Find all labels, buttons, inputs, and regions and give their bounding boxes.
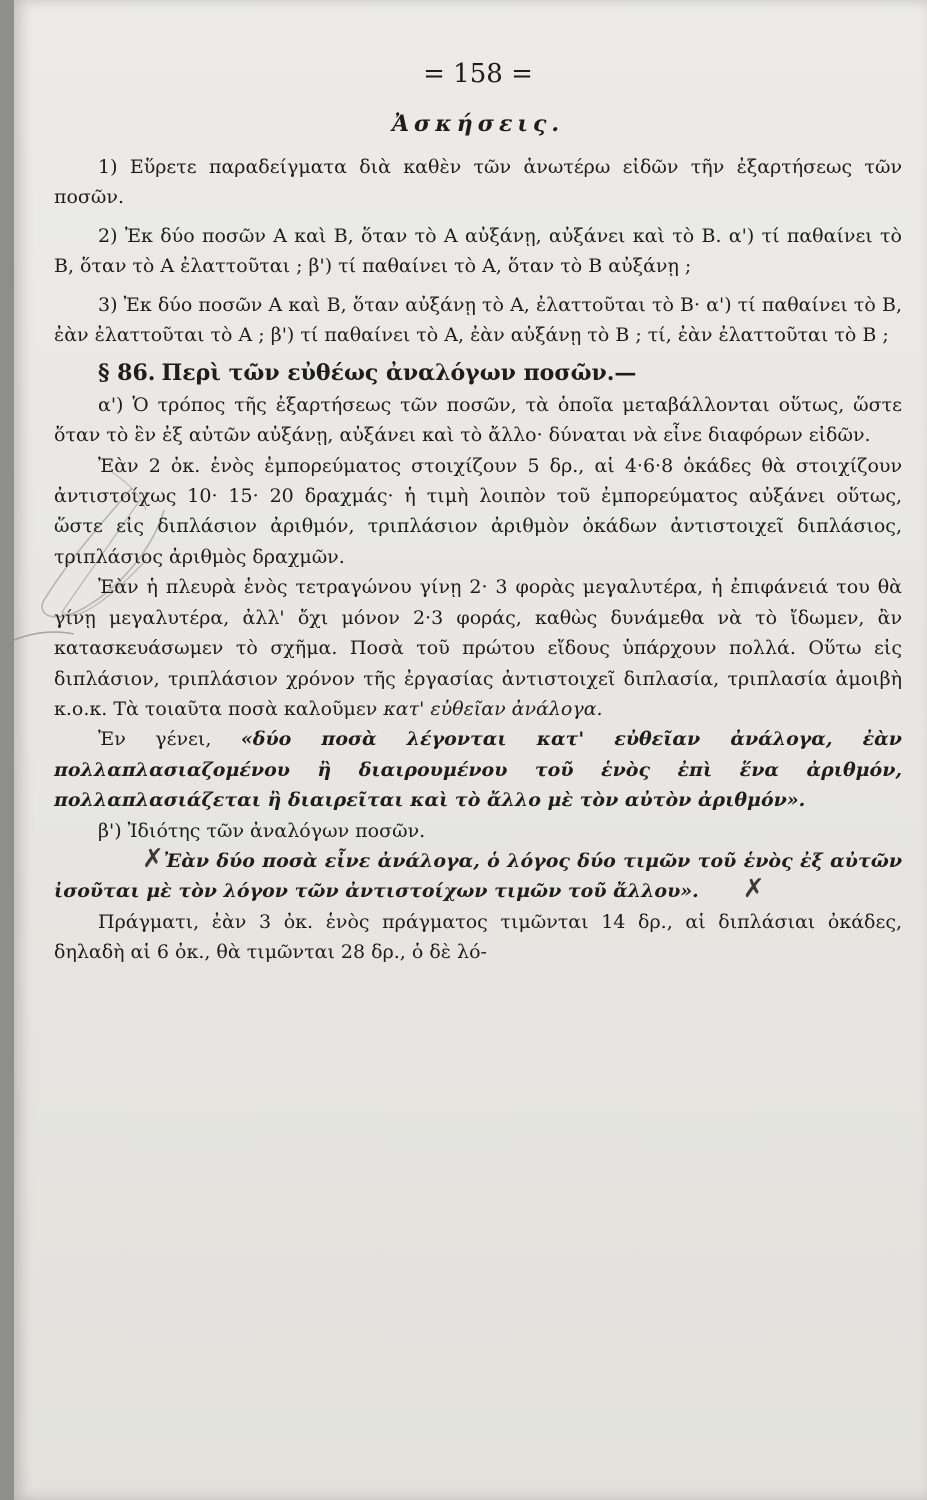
pencil-x-mark-left: ✗ [142,843,164,874]
section-title: Περὶ τῶν εὐθέως ἀναλόγων ποσῶν.— [161,360,637,387]
paragraph-property [54,843,902,907]
property-text: Ἐὰν δύο ποσὰ εἶνε ἀνάλογα, ὁ λόγος δύο τιμῶν τοῦ ἑνὸς ἐξ αὐτῶν ἰσοῦται μὲ τὸν λόγον τῶν ἀντιστοίχων τιμῶν τοῦ ἄλλου». [54,849,902,903]
exercise-1: 1) Εὕρετε παραδείγματα διὰ καθὲν τῶν ἀνωτέρω εἰδῶν τῆν ἐξαρτήσεως τῶν ποσῶν. [54,156,902,209]
paragraph-square-text: Ἐὰν ἡ πλευρὰ ἑνὸς τετραγώνου γίνῃ 2· 3 φορὰς μεγαλυτέρα, ἡ ἐπιφάνειά του θὰ γίνῃ μεγαλυτέρα, ἀλλ' ὄχι μόνον 2·3 φοράς, καθὼς δυνάμεθα νὰ τὸ ἴδωμεν, ἂν κατασκευάσωμεν τὸ σχῆμα. Ποσὰ τοῦ πρώτου εἴδους ὑπάρχουν πολλά. Οὕτω εἰς διπλάσιον, τριπλάσιον χρόνον τῆς ἐργασίας ἀντιστοιχεῖ διπλασία, τριπλασία ἀμοιβὴ κ.ο.κ. Τὰ τοιαῦτα ποσὰ καλοῦμεν [54,576,902,720]
exercise-2: 2) Ἐκ δύο ποσῶν Α καὶ Β, ὅταν τὸ Α αὐξάνῃ, αὐξάνει καὶ τὸ Β. α') τί παθαίνει τὸ Β, ὅταν τὸ Α ἐλαττοῦται ; β') τί παθαίνει τὸ Α, ὅταν τὸ Β αὐξάνῃ ; [54,224,902,278]
paragraph-merchandise-example: Ἐὰν 2 ὀκ. ἑνὸς ἐμπορεύματος στοιχίζουν 5 δρ., αἱ 4·6·8 ὀκάδες θὰ στοιχίζουν ἀντιστοίχως 10· 15· 20 δραχμάς· ἡ τιμὴ λοιπὸν τοῦ ἐμπορεύματος αὐξάνει οὕτως, ὥστε εἰς διπλάσιον ἀριθμόν, τριπλάσιον ἀριθμὸν ὀκάδων ἀντιστοιχεῖ διπλάσιος, τριπλάσιος ἀριθμὸς δραχμῶν. [54,454,902,568]
paragraph-square-example [54,572,902,724]
book-page [14,0,927,1500]
definition-text: «δύο ποσὰ λέγονται κατ' εὐθεῖαν ἀνάλογα, ἐὰν πολλαπλασιαζομένου ἢ διαιρουμένου τοῦ ἑνὸς ἐπὶ ἕνα ἀριθμόν, πολλαπλασιάζεται ἢ διαιρεῖται καὶ τὸ ἄλλο μὲ τὸν αὐτὸν ἀριθμόν». [54,728,902,812]
paragraph-dependence: α') Ὁ τρόπος τῆς ἐξαρτήσεως τῶν ποσῶν, τὰ ὁποῖα μεταβάλλονται οὕτως, ὥστε ὅταν τὸ ἓν ἐξ αὐτῶν αὐξάνῃ, αὐξάνει καὶ τὸ ἄλλο· δύναται νὰ εἶνε διαφόρων εἰδῶν. [54,393,902,447]
exercise-3: 3) Ἐκ δύο ποσῶν Α καὶ Β, ὅταν αὐξάνῃ τὸ Α, ἐλαττοῦται τὸ Β· α') τί παθαίνει τὸ Β, ἐὰν ἐλαττοῦται τὸ Α ; β') τί παθαίνει τὸ Α, ἐὰν αὐξάνῃ τὸ Β ; τί, ἐὰν ἐλαττοῦται τὸ Β ; [54,293,902,347]
pencil-x-mark-right: ✗ [742,874,765,905]
paragraph-definition [54,724,902,815]
subsection-property: β') Ἰδιότης τῶν ἀναλόγων ποσῶν. [98,819,426,842]
definition-lead: Ἐν γένει, [98,728,212,751]
paragraph-proof: Πράγματι, ἐὰν 3 ὀκ. ἑνὸς πράγματος τιμῶνται 14 δρ., αἱ διπλάσιαι ὀκάδες, δηλαδὴ αἱ 6 ὀκ., θὰ τιμῶνται 28 δρ., ὁ δὲ λό- [54,910,902,964]
page-number: = 158 = [423,59,533,89]
section-number: § 86. [98,360,156,387]
term-direct-proportional: κατ' εὐθεῖαν ἀνάλογα. [383,697,603,720]
page-content [54,52,902,968]
exercises-heading: Ἀσκήσεις. [391,111,565,137]
section-heading [54,358,902,389]
